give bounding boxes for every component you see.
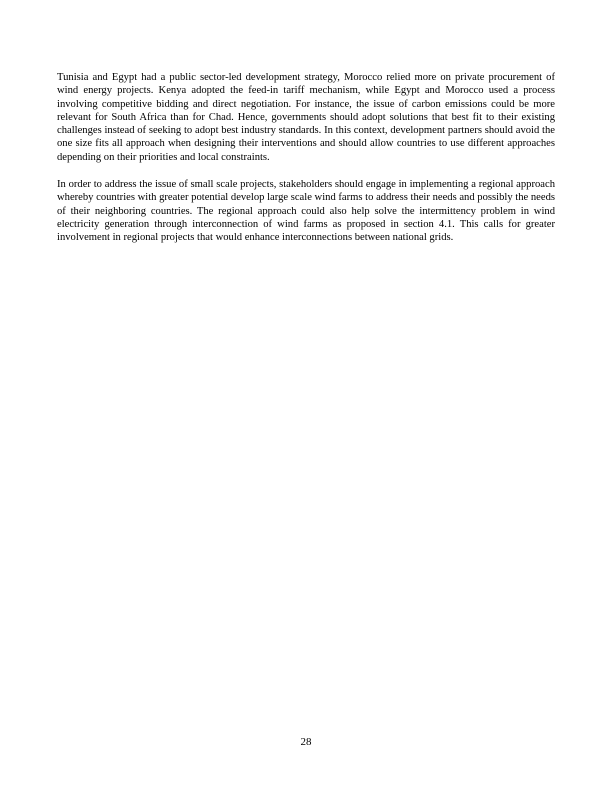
paragraph: In order to address the issue of small scale projects, stakeholders should engage in implementing a regional approach whereby countries with greater potential develop large scale wind farms to address their needs and possibly the needs of their neighboring countries. The regional approach could also help solve the intermittency problem in wind electricity generation through interconnection of wind farms as proposed in section 4.1. This calls for greater involvement in regional projects that would enhance interconnections between national grids.: [57, 179, 555, 244]
body-text: [57, 71, 555, 259]
paragraph: Tunisia and Egypt had a public sector-led development strategy, Morocco relied more on private procurement of wind energy projects. Kenya adopted the feed-in tariff mechanism, while Egypt and Morocco used a process involving competitive bidding and direct negotiation. For instance, the issue of carbon emissions could be more relevant for South Africa than for Chad. Hence, governments should adopt solutions that best fit to their existing challenges instead of seeking to adopt best industry standards. In this context, development partners should avoid the one size fits all approach when designing their interventions and should allow countries to use different approaches depending on their priorities and local constraints.: [57, 72, 555, 163]
page-number: 28: [300, 736, 312, 748]
